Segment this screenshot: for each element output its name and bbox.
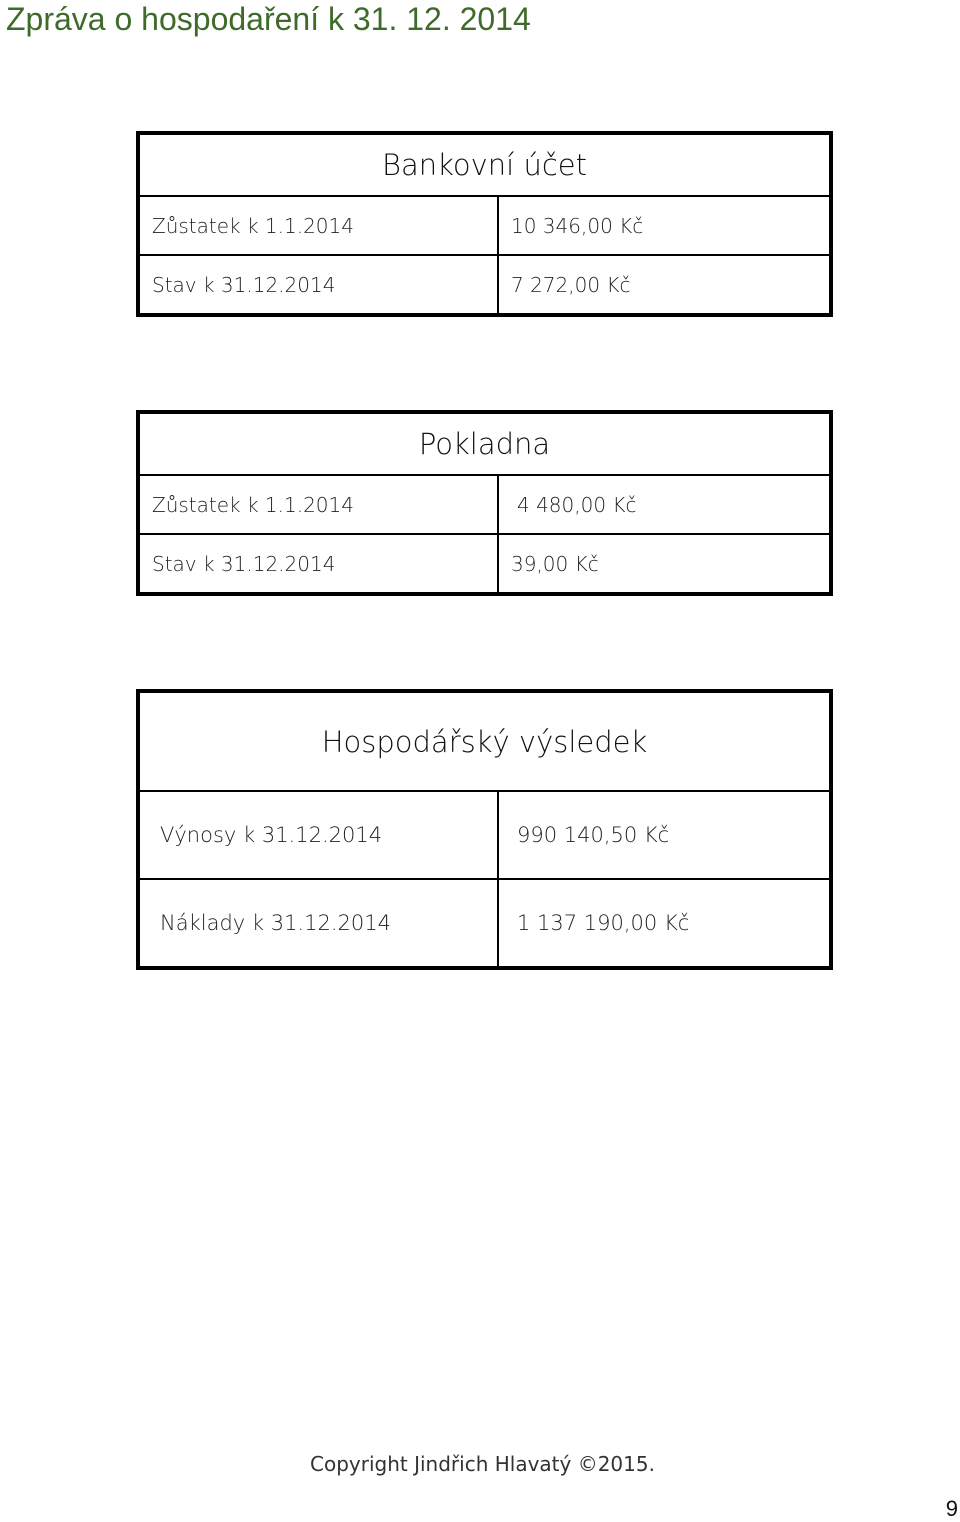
costs-value: 1 137 190,00 Kč: [498, 879, 831, 968]
table-row: [138, 879, 831, 968]
bank-opening-label: Zůstatek k 1.1.2014: [138, 196, 498, 255]
table-row: [138, 475, 831, 534]
copyright-notice: Copyright Jindřich Hlavatý ©2015.: [310, 1452, 655, 1476]
table-row: [138, 791, 831, 879]
revenue-value: 990 140,50 Kč: [498, 791, 831, 879]
cash-opening-label: Zůstatek k 1.1.2014: [138, 475, 498, 534]
page-title: Zpráva o hospodaření k 31. 12. 2014: [6, 1, 531, 37]
cash-register-heading: Pokladna: [138, 412, 831, 475]
costs-label: Náklady k 31.12.2014: [138, 879, 498, 968]
revenue-label: Výnosy k 31.12.2014: [138, 791, 498, 879]
cash-closing-value: 39,00 Kč: [498, 534, 831, 594]
bank-opening-value: 10 346,00 Kč: [498, 196, 831, 255]
cash-register-table: [136, 410, 833, 596]
bank-account-table: [136, 131, 833, 317]
cash-opening-value: 4 480,00 Kč: [498, 475, 831, 534]
table-row: [138, 255, 831, 315]
cash-closing-label: Stav k 31.12.2014: [138, 534, 498, 594]
economic-result-table: [136, 689, 833, 970]
bank-closing-label: Stav k 31.12.2014: [138, 255, 498, 315]
bank-closing-value: 7 272,00 Kč: [498, 255, 831, 315]
page-number: 9: [945, 1496, 958, 1521]
bank-account-heading: Bankovní účet: [138, 133, 831, 196]
table-row: [138, 534, 831, 594]
economic-result-heading: Hospodářský výsledek: [138, 691, 831, 791]
table-row: [138, 196, 831, 255]
